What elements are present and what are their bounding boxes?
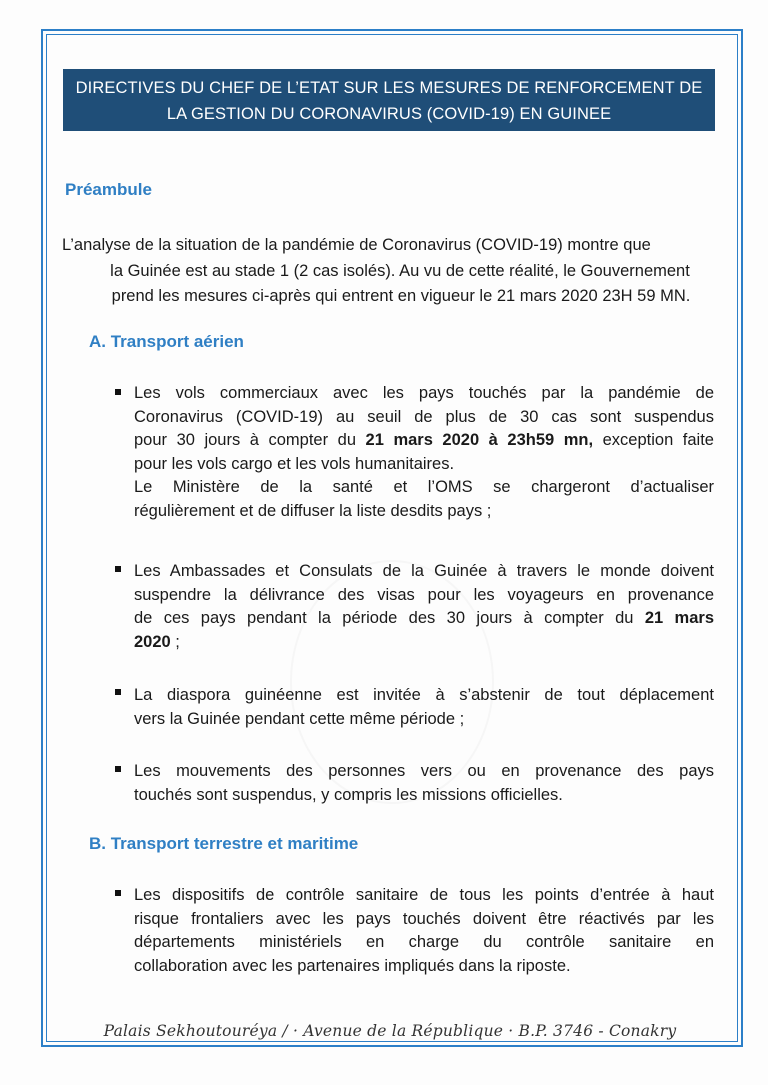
list-item [134, 382, 714, 524]
preamble-paragraph [62, 233, 734, 310]
item-line [134, 631, 714, 655]
title-line-1: DIRECTIVES DU CHEF DE L’ETAT SUR LES MESURES DE RENFORCEMENT DE [75, 79, 703, 97]
bullet-icon [115, 389, 121, 395]
bold-date: 21 mars 2020 à 23h59 mn, [365, 431, 594, 450]
item-line: Le Ministère de la santé et l’OMS se chargeront d’actualiser [134, 478, 714, 497]
item-line: collaboration avec les partenaires impliqués dans la riposte. [134, 956, 571, 975]
bullet-icon [115, 566, 121, 572]
section-b-heading: B. Transport terrestre et maritime [89, 834, 359, 853]
bullet-icon [115, 689, 121, 695]
preamble-line: L’analyse de la situation de la pandémie de Coronavirus (COVID-19) montre que [62, 236, 651, 254]
item-line: Les mouvements des personnes vers ou en provenance des pays [134, 762, 714, 780]
item-line: pour les vols cargo et les vols humanitaires. [134, 454, 455, 473]
list-item [134, 884, 714, 978]
item-text: exception faite [593, 431, 714, 450]
item-line: suspendre la délivrance des visas pour les voyageurs en provenance [134, 585, 714, 604]
title-line-2: LA GESTION DU CORONAVIRUS (COVID-19) EN GUINEE [166, 105, 612, 123]
item-line: La diaspora guinéenne est invitée à s’abstenir de tout déplacement [134, 686, 714, 704]
item-line [134, 429, 714, 453]
item-line [134, 607, 714, 631]
item-line: Les dispositifs de contrôle sanitaire de tous les points d’entrée à haut [134, 886, 714, 904]
preamble-heading: Préambule [65, 180, 152, 199]
item-line: départements ministériels en charge du contrôle sanitaire en [134, 933, 714, 952]
list-item [134, 760, 714, 807]
bold-date: 2020 [134, 632, 171, 651]
list-item [134, 560, 714, 654]
bullet-icon [115, 766, 121, 772]
bold-date: 21 mars [644, 609, 714, 628]
section-a-heading: A. Transport aérien [89, 332, 244, 351]
item-text: de ces pays pendant la période des 30 jours à compter du [134, 609, 645, 628]
item-line: risque frontaliers avec les pays touchés doivent être réactivés par les [134, 909, 714, 928]
item-line: vers la Guinée pendant cette même période ; [134, 709, 465, 728]
footer-address: Palais Sekhoutouréya / · Avenue de la République · B.P. 3746 - Conakry [103, 1022, 677, 1040]
item-line: régulièrement et de diffuser la liste desdits pays ; [134, 501, 492, 520]
item-line: Les Ambassades et Consulats de la Guinée à travers le monde doivent [134, 562, 714, 580]
list-item [134, 684, 714, 731]
preamble-line: la Guinée est au stade 1 (2 cas isolés). Au vu de cette réalité, le Gouvernement [110, 261, 690, 280]
title-banner [63, 69, 715, 131]
item-line: Les vols commerciaux avec les pays touchés par la pandémie de [134, 384, 714, 402]
preamble-line: prend les mesures ci-après qui entrent en vigueur le 21 mars 2020 23H 59 MN. [111, 287, 691, 305]
item-text: pour 30 jours à compter du [134, 431, 366, 450]
item-line: touchés sont suspendus, y compris les missions officielles. [134, 785, 563, 804]
item-text: ; [170, 632, 180, 651]
bullet-icon [115, 890, 121, 896]
item-line: Coronavirus (COVID-19) au seuil de plus de 30 cas sont suspendus [134, 407, 714, 426]
